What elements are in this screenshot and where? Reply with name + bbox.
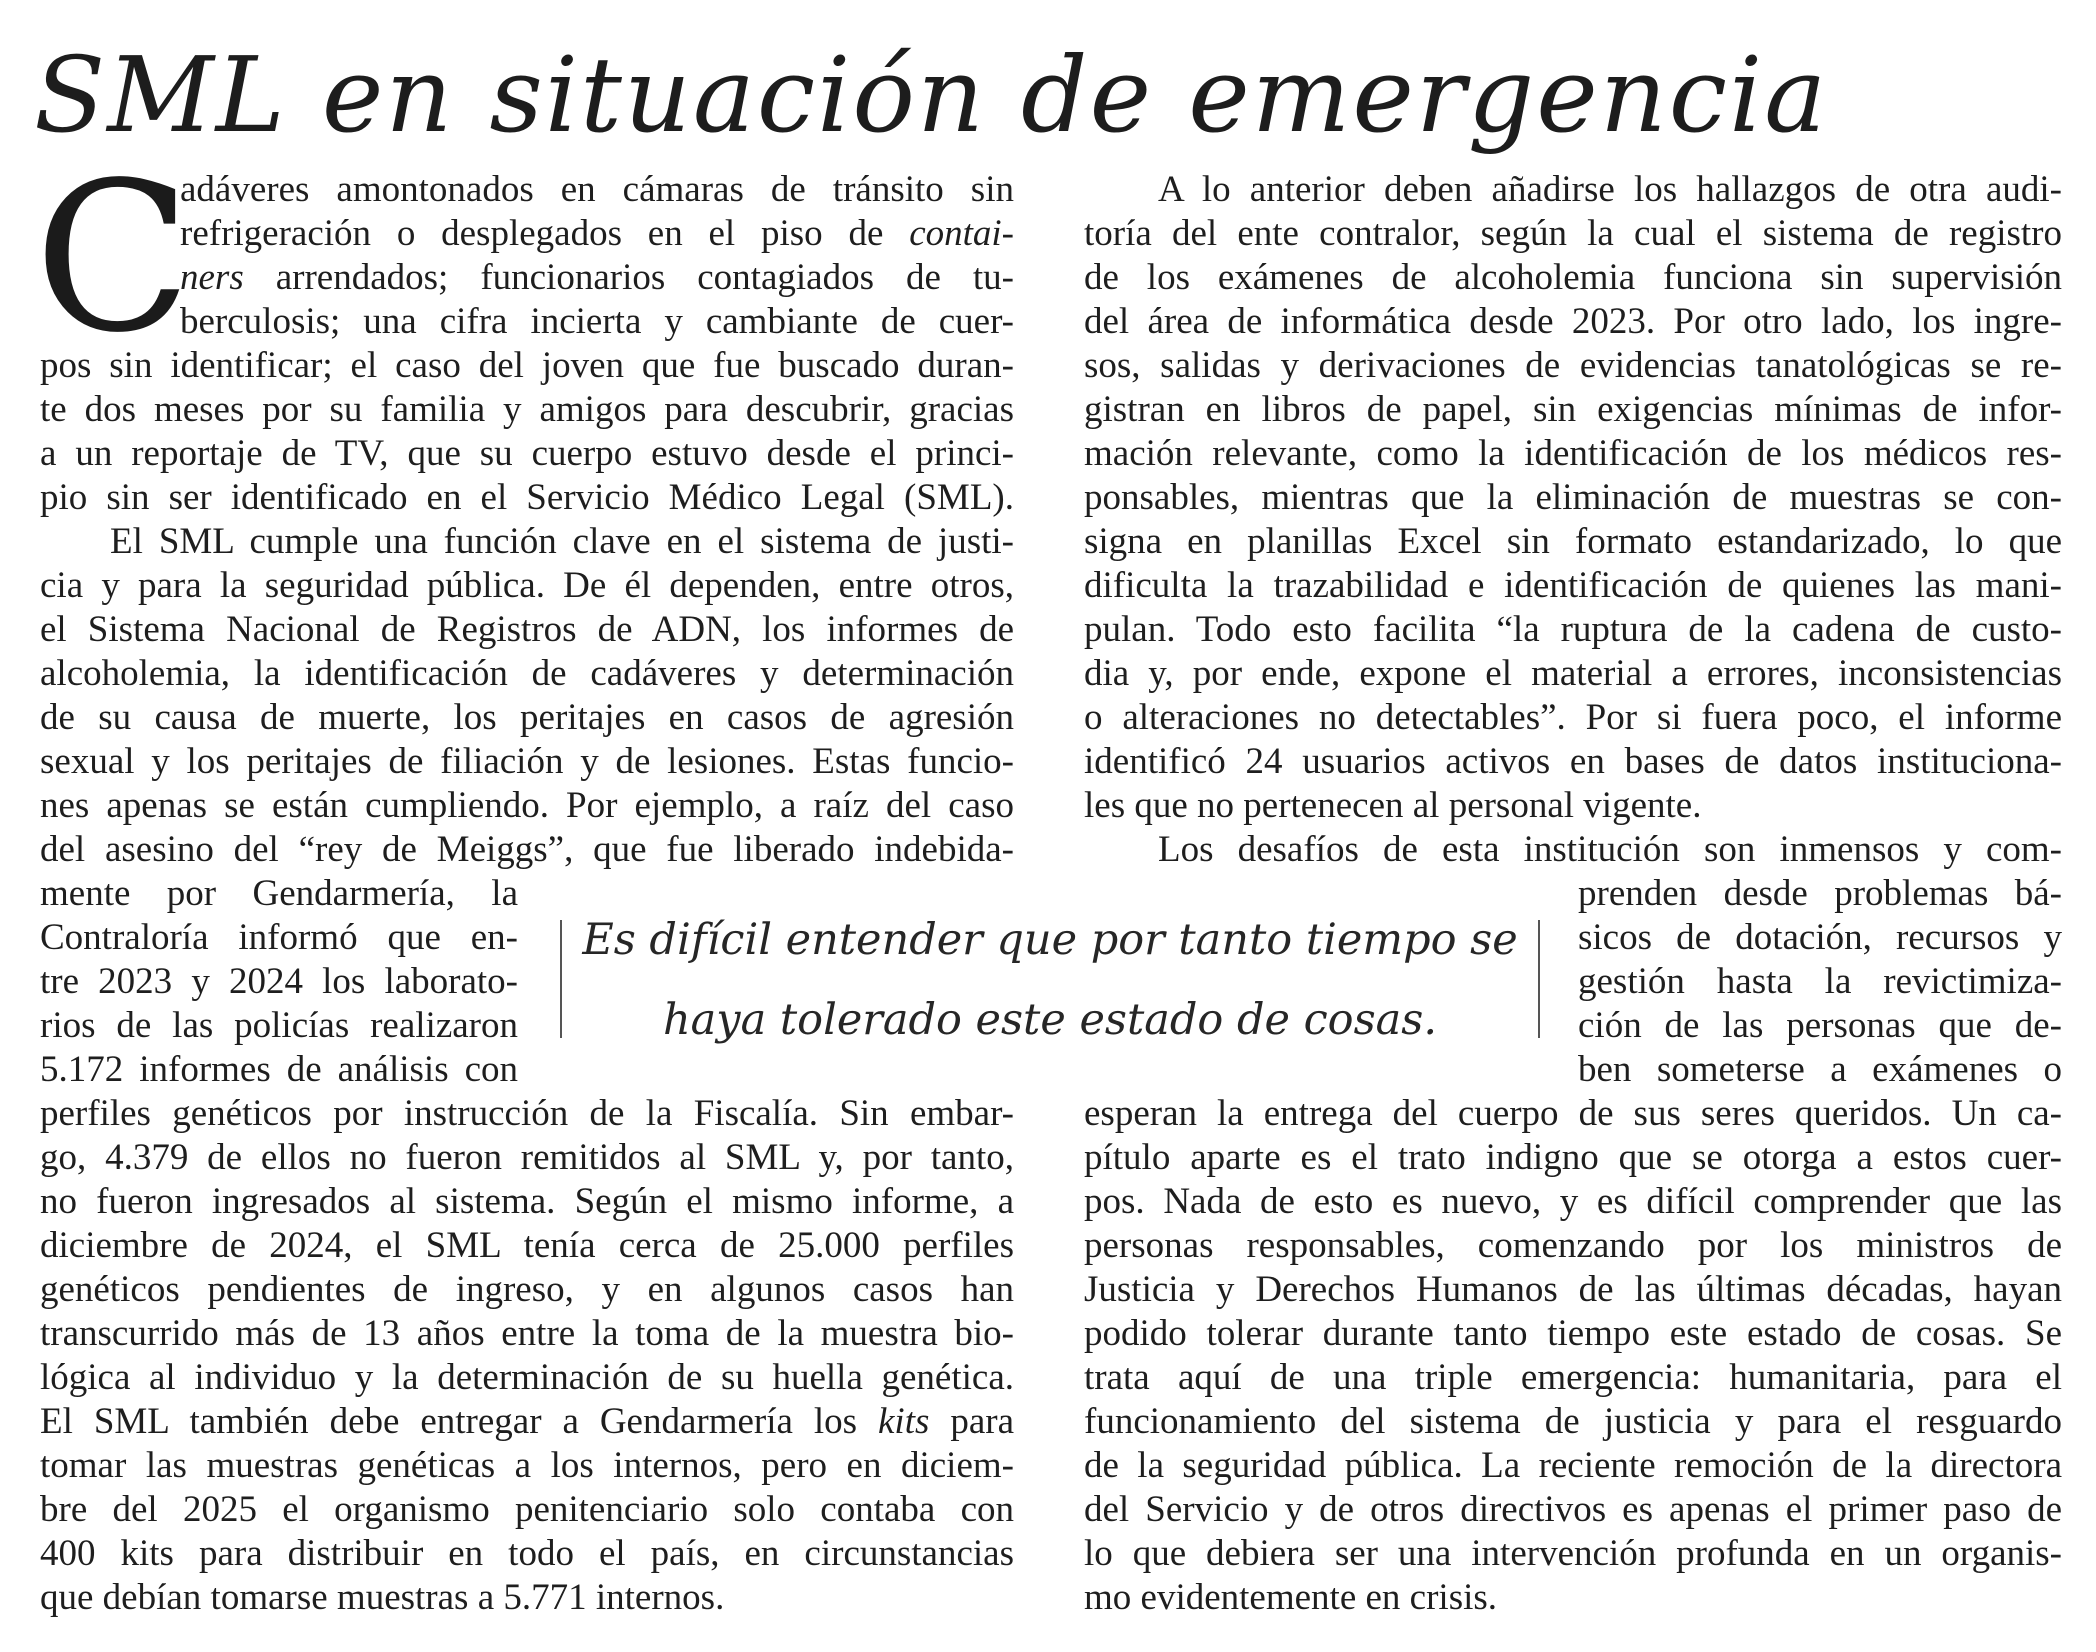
right-col-line: pos. Nada de esto es nuevo, y es difícil comprender que las [1084,1181,2062,1222]
right-col-line: les que no pertenecen al personal vigente. [1084,785,1702,826]
right-col-line: funcionamiento del sistema de justicia y para el resguardo [1084,1401,2062,1442]
article-title: SML en situación de emergencia [34,34,1829,156]
right-col-line: sos, salidas y derivaciones de evidencias tanatológicas se re- [1084,345,2062,386]
left-col-line: no fueron ingresados al sistema. Según el mismo informe, a [40,1181,1014,1222]
right-col-line: mación relevante, como la identificación de los médicos res- [1084,433,2062,474]
left-col-line: go, 4.379 de ellos no fueron remitidos al SML y, por tanto, [40,1137,1014,1178]
left-col-line: del asesino del “rey de Meiggs”, que fue liberado indebida- [40,829,1014,870]
left-col-line: pos sin identificar; el caso del joven que fue buscado duran- [40,345,1014,386]
right-col-line: ben someterse a exámenes o [1578,1049,2062,1090]
right-col-line: ción de las personas que de- [1578,1005,2062,1046]
right-col-line: prenden desde problemas bá- [1578,873,2062,914]
right-col-line: lo que debiera ser una intervención profunda en un organis- [1084,1533,2062,1574]
right-col-line: o alteraciones no detectables”. Por si fuera poco, el informe [1084,697,2062,738]
pullquote-line: Es difícil entender que por tanto tiempo se [582,915,1518,965]
right-col-line: identificó 24 usuarios activos en bases de datos instituciona- [1084,741,2062,782]
left-col-line: 5.172 informes de análisis con [40,1049,518,1090]
drop-cap: C [34,138,192,378]
pullquote-line: haya tolerado este estado de cosas. [662,995,1438,1045]
right-col-line: de la seguridad pública. La reciente remoción de la directora [1084,1445,2062,1486]
left-col-line: 400 kits para distribuir en todo el país, en circunstancias [40,1533,1014,1574]
left-col-line: berculosis; una cifra incierta y cambiante de cuer- [180,301,1014,342]
left-col-line: te dos meses por su familia y amigos para descubrir, gracias [40,389,1014,430]
left-col-line: mente por Gendarmería, la [40,873,518,914]
right-col-line: del Servicio y de otros directivos es apenas el primer paso de [1084,1489,2062,1530]
left-col-line: bre del 2025 el organismo penitenciario solo contaba con [40,1489,1014,1530]
left-col-line: El SML también debe entregar a Gendarmería los kits para [40,1401,1014,1442]
right-col-line: gestión hasta la revictimiza- [1578,961,2062,1002]
right-col-line: mo evidentemente en crisis. [1084,1577,1498,1618]
right-col-line: dia y, por ende, expone el material a errores, inconsistencias [1084,653,2062,694]
right-col-line: A lo anterior deben añadirse los hallazgos de otra audi- [1158,169,2062,210]
left-col-line: sexual y los peritajes de filiación y de lesiones. Estas funcio- [40,741,1014,782]
right-col-line: Justicia y Derechos Humanos de las últimas décadas, hayan [1084,1269,2062,1310]
left-col-line: cia y para la seguridad pública. De él dependen, entre otros, [40,565,1014,606]
left-col-line: refrigeración o desplegados en el piso de contai- [180,213,1014,254]
right-col-line: pulan. Todo esto facilita “la ruptura de la cadena de custo- [1084,609,2062,650]
left-col-line: diciembre de 2024, el SML tenía cerca de 25.000 perfiles [40,1225,1014,1266]
left-col-line: lógica al individuo y la determinación de su huella genética. [40,1357,1014,1398]
left-col-line: pio sin ser identificado en el Servicio Médico Legal (SML). [40,477,1014,518]
right-col-line: gistran en libros de papel, sin exigencias mínimas de infor- [1084,389,2062,430]
right-col-line: de los exámenes de alcoholemia funciona sin supervisión [1084,257,2062,298]
right-col-line: pítulo aparte es el trato indigno que se otorga a estos cuer- [1084,1137,2062,1178]
left-col-line: ners arrendados; funcionarios contagiados de tu- [180,257,1014,298]
left-col-line: el Sistema Nacional de Registros de ADN, los informes de [40,609,1014,650]
right-col-line: Los desafíos de esta institución son inmensos y com- [1158,829,2062,870]
left-col-line: adáveres amontonados en cámaras de tránsito sin [180,169,1014,210]
left-col-line: rios de las policías realizaron [40,1005,518,1046]
right-col-line: sicos de dotación, recursos y [1578,917,2062,958]
right-col-line: dificulta la trazabilidad e identificación de quienes las mani- [1084,565,2062,606]
left-col-line: El SML cumple una función clave en el sistema de justi- [110,521,1014,562]
left-col-line: genéticos pendientes de ingreso, y en algunos casos han [40,1269,1014,1310]
right-col-line: ponsables, mientras que la eliminación de muestras se con- [1084,477,2062,518]
left-col-line: nes apenas se están cumpliendo. Por ejemplo, a raíz del caso [40,785,1014,826]
left-col-line: tre 2023 y 2024 los laborato- [40,961,518,1002]
right-col-line: toría del ente contralor, según la cual el sistema de registro [1084,213,2062,254]
left-col-line: tomar las muestras genéticas a los internos, pero en diciem- [40,1445,1014,1486]
left-col-line: a un reportaje de TV, que su cuerpo estuvo desde el princi- [40,433,1014,474]
right-col-line: signa en planillas Excel sin formato estandarizado, lo que [1084,521,2062,562]
left-col-line: transcurrido más de 13 años entre la toma de la muestra bio- [40,1313,1014,1354]
right-col-line: trata aquí de una triple emergencia: humanitaria, para el [1084,1357,2062,1398]
right-col-line: esperan la entrega del cuerpo de sus seres queridos. Un ca- [1084,1093,2062,1134]
left-col-line: alcoholemia, la identificación de cadáveres y determinación [40,653,1014,694]
right-col-line: personas responsables, comenzando por los ministros de [1084,1225,2062,1266]
right-col-line: podido tolerar durante tanto tiempo este estado de cosas. Se [1084,1313,2062,1354]
left-col-line: que debían tomarse muestras a 5.771 internos. [40,1577,725,1618]
left-col-line: de su causa de muerte, los peritajes en casos de agresión [40,697,1014,738]
left-col-line: perfiles genéticos por instrucción de la Fiscalía. Sin embar- [40,1093,1014,1134]
right-col-line: del área de informática desde 2023. Por otro lado, los ingre- [1084,301,2062,342]
left-col-line: Contraloría informó que en- [40,917,518,958]
